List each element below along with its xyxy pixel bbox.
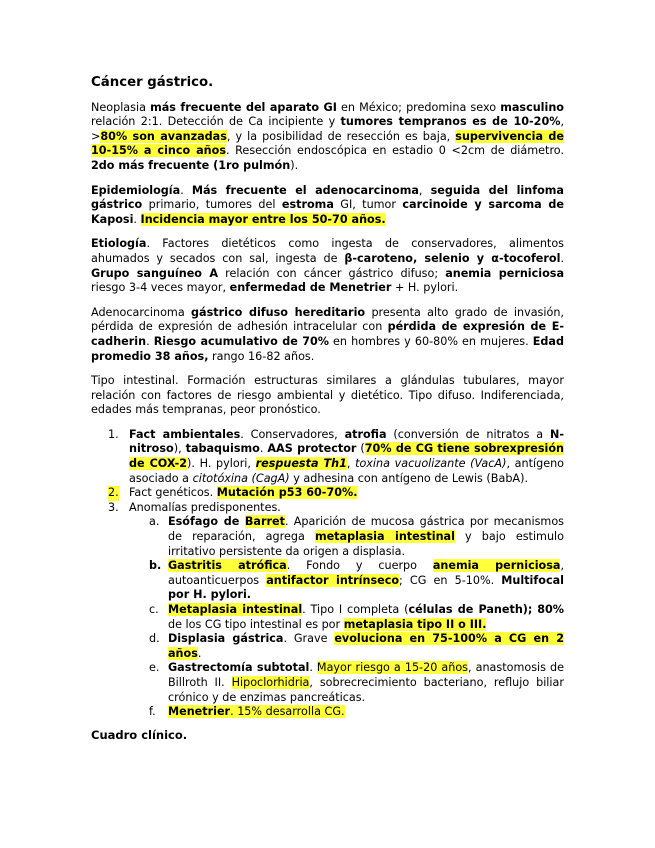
epi-highlight: Incidencia mayor entre los 50-70 años. — [140, 212, 386, 226]
eti-bold: Grupo sanguíneo A — [91, 266, 219, 280]
text: N-nitroso — [129, 427, 564, 456]
eti-bold: anemia perniciosa — [445, 266, 565, 280]
her-bold: gástrico difuso hereditario — [191, 305, 366, 319]
intro-text: relación 2:1. Detección de Ca incipiente y — [91, 115, 341, 129]
epi-bold: carcinoide y sarcoma de Kaposi — [91, 198, 564, 226]
text: ). H. pylori, — [187, 457, 256, 471]
text: . — [209, 486, 217, 500]
text: . — [133, 212, 141, 226]
etiology-heading: Etiología — [91, 237, 147, 251]
text: , anastomosis de Billroth II. — [168, 661, 564, 689]
intro-paragraph — [91, 101, 564, 174]
text: Gastrectomía subtotal — [168, 661, 310, 675]
text: Fact ambientales — [129, 427, 241, 441]
epi-bold: Más frecuente el adenocarcinoma — [191, 183, 419, 197]
text: Mutación p53 60-70%. — [216, 486, 358, 500]
text: Adenocarcinoma — [91, 305, 192, 319]
text: Gastritis atrófica — [168, 559, 287, 573]
intro-bold: más frecuente del aparato GI — [150, 100, 337, 114]
text: . Conservadores, — [240, 427, 345, 441]
text: respuesta Th1 — [255, 457, 347, 471]
sub-list-item — [91, 515, 564, 559]
eti-bold: enfermedad de Menetrier — [229, 281, 392, 295]
text: . Fondo y cuerpo — [286, 559, 433, 573]
list-letter: c. — [149, 603, 159, 616]
intro-text: , > — [91, 115, 564, 143]
text: ( — [356, 442, 365, 456]
list-number: 1. — [108, 427, 119, 441]
intro-text: Neoplasia — [91, 100, 151, 114]
text: 80% — [537, 603, 565, 616]
intro-bold: masculino — [500, 100, 564, 114]
page-title: Cáncer gástrico. — [91, 75, 214, 90]
text: Fact genéticos — [129, 486, 210, 500]
text: rango 16-82 años. — [208, 349, 315, 363]
intro-highlight: supervivencia de 10-15% a cinco años — [91, 129, 564, 158]
etiology-paragraph — [91, 237, 564, 295]
intro-text: ). — [290, 158, 299, 172]
text: ), — [173, 442, 186, 456]
text: primario, tumores del — [142, 198, 282, 212]
epi-bold: estroma — [281, 198, 334, 212]
eti-bold: β-caroteno, selenio y α-tocoferol — [344, 251, 561, 265]
text: (conversión de nitratos a — [386, 427, 550, 441]
text: . — [560, 251, 564, 265]
epidemiology-paragraph — [91, 184, 564, 228]
text: en hombres y 60-80% en mujeres. — [328, 334, 533, 348]
text: , antígeno asociado a — [129, 457, 565, 485]
intro-text: . Resección endoscópica en estadio 0 <2cm de diámetro. — [226, 144, 564, 158]
text: metaplasia intestinal — [314, 530, 455, 544]
types-paragraph: Tipo intestinal. Formación estructuras similares a glándulas tubulares, mayor relación con factores de riesgo ambiental y dietético. Tipo difuso. Indiferenciada, edades más tempranas, peor pronóstico. — [91, 374, 564, 417]
text: relación con cáncer gástrico difuso; — [218, 266, 446, 280]
text: Metaplasia intestinal — [168, 603, 303, 616]
text: . — [197, 646, 202, 660]
risk-factors-list — [91, 428, 564, 720]
text: Displasia gástrica — [168, 632, 284, 646]
text: Mayor riesgo a 15-20 años — [316, 661, 468, 675]
intro-text: , y la posibilidad de resección es baja, — [226, 129, 456, 143]
text: . — [180, 183, 192, 197]
text: AAS protector — [267, 442, 357, 456]
list-letter: e. — [149, 661, 160, 675]
text: tabaquismo — [185, 442, 260, 456]
sub-list-item — [91, 705, 564, 720]
list-number: 3. — [108, 500, 119, 514]
list-letter: b. — [149, 559, 162, 573]
text: , autoanticuerpos — [168, 559, 565, 587]
text: + H. pylori. — [391, 281, 459, 295]
text: toxina vacuolizante (VacA) — [355, 457, 507, 471]
her-bold: Riesgo acumulativo de 70% — [153, 334, 329, 348]
text: , sobrecrecimiento bacteriano, reflujo biliar crónico y de enzimas pancreáticas. — [168, 675, 564, 704]
list-item — [91, 428, 564, 486]
document-page — [91, 76, 564, 742]
text: de los CG tipo intestinal es por — [168, 617, 344, 631]
list-number: 2. — [108, 486, 119, 500]
list-letter: a. — [149, 515, 160, 529]
text: citotóxina (CagA) — [192, 471, 290, 485]
text: . — [309, 661, 317, 675]
text: metaplasia tipo II o III. — [343, 617, 487, 631]
list-item — [91, 501, 564, 720]
text: 70% de CG tiene sobrexpresión de COX-2 — [129, 442, 564, 471]
text: . — [146, 334, 154, 348]
sub-list-item — [91, 632, 564, 661]
text: ; CG en 5-10%. — [399, 573, 502, 587]
text: presenta alto grado de invasión, pérdida de expresión de adhesión intracelular con — [91, 305, 564, 334]
sub-list-item — [91, 661, 564, 705]
list-item — [91, 486, 564, 501]
text: . Grave — [283, 632, 335, 646]
text: . Tipo I completa ( — [302, 603, 409, 616]
text: Esófago de — [168, 515, 245, 529]
text: antifactor intrínseco — [266, 573, 400, 587]
text: Hipoclorhidria — [231, 675, 310, 689]
text: , — [346, 457, 356, 471]
sub-list — [129, 515, 564, 719]
text: anemia perniciosa — [432, 559, 561, 573]
intro-bold: tumores tempranos es de 10-20% — [340, 115, 561, 129]
intro-text: en México; predomina sexo — [336, 100, 501, 114]
epidemiology-heading: Epidemiología — [91, 183, 181, 197]
text: atrofia — [344, 427, 387, 441]
text: . Factores dietéticos como ingesta de conservadores, alimentos ahumados y secados con sal, ingesta de — [91, 237, 564, 265]
text: y adhesina con antígeno de Lewis (BabA). — [289, 471, 529, 485]
text: . — [259, 442, 268, 456]
intro-bold: 2do más frecuente (1ro pulmón — [91, 158, 291, 172]
intro-highlight: 80% son avanzadas — [100, 129, 227, 143]
text: riesgo 3-4 veces mayor, — [91, 281, 230, 295]
text: Barret — [244, 515, 285, 529]
text: evoluciona en 75-100% a CG en 2 años — [168, 632, 564, 660]
text: células de Paneth); — [408, 603, 533, 616]
text: Multifocal por H. pylori. — [168, 573, 564, 602]
list-letter: f. — [149, 705, 156, 719]
her-bold: Edad promedio 38 años, — [91, 334, 564, 363]
list-letter: d. — [149, 632, 160, 646]
sub-list-item — [91, 559, 564, 603]
her-bold: pérdida de expresión de E-cadherin — [91, 320, 564, 348]
text: y bajo estimulo irritativo persistente da origen a displasia. — [168, 530, 564, 558]
text: . Aparición de mucosa gástrica por mecanismos de reparación, agrega — [168, 515, 564, 544]
hereditary-paragraph — [91, 306, 564, 364]
section-heading: Cuadro clínico. — [91, 727, 188, 742]
text: Menetrier — [168, 705, 231, 719]
text: . 15% desarrolla CG. — [230, 705, 345, 719]
text: Anomalías predisponentes. — [129, 500, 281, 514]
text: GI, tumor — [333, 198, 403, 212]
text: , — [418, 183, 431, 197]
sub-list-item — [91, 603, 564, 632]
epi-bold: seguida del linfoma gástrico — [91, 183, 564, 212]
